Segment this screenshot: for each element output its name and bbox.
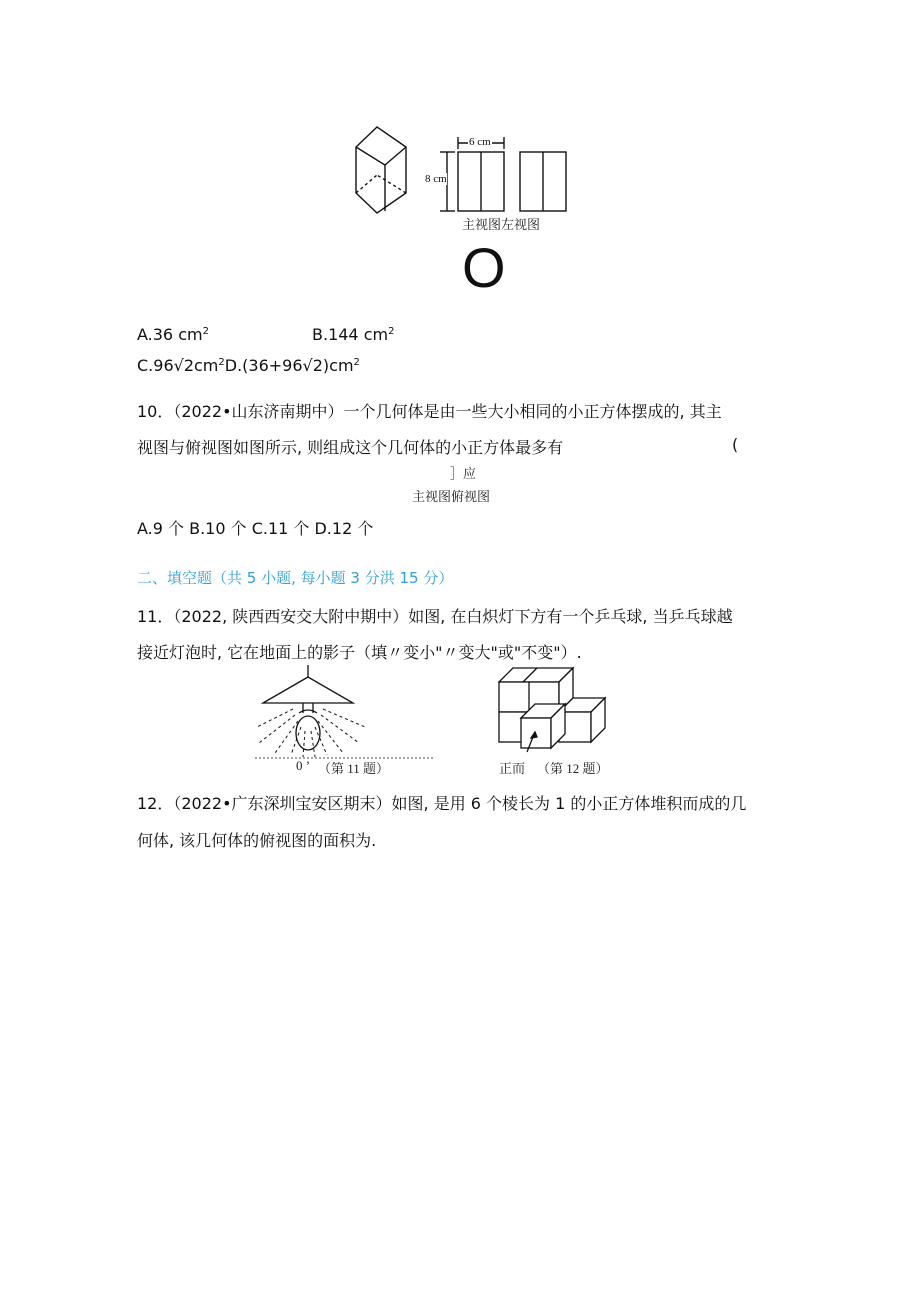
option-c-d: $C.96√2cm^2D.(36+96√2)cm^2$ <box>137 356 360 375</box>
question-11-line-2: 接近灯泡时, 它在地面上的影子（填〃变小"〃变大"或"不变"）. <box>137 643 582 662</box>
figure-label-q11: 0 ’ <box>296 758 311 773</box>
bracket-note: ］应 <box>450 466 477 481</box>
big-o-glyph: O <box>462 236 506 299</box>
question-number: 12 <box>137 794 158 813</box>
question-12-line-1: 12．（2022•广东深圳宝安区期末）如图, 是用 6 个棱长为 1 的小正方体堆积而成的几 <box>137 794 747 813</box>
lamp-figure <box>255 665 435 760</box>
question-number: 11 <box>137 607 158 626</box>
figure-caption-q11: （第 11 题） <box>318 761 390 776</box>
question-11-line-1: 11．（2022, 陕西西安交大附中期中）如图, 在白炽灯下方有一个乒乓球, 当乒乓球越 <box>137 607 733 626</box>
figure-caption-q9: 主视图左视图 <box>462 217 541 232</box>
section-heading-fill-in: 二、填空题（共 5 小题, 每小题 3 分洪 15 分） <box>137 569 454 587</box>
dimension-height-label: 8 cm <box>425 173 447 185</box>
figure-label-q12: 正而 <box>499 761 526 776</box>
figure-caption-q12: （第 12 题） <box>537 761 609 776</box>
cubes-figure <box>495 660 605 755</box>
option-b: B.144 $cm^2$ <box>312 325 395 344</box>
question-10-line-1: 10．（2022•山东济南期中）一个几何体是由一些大小相同的小正方体摆成的, 其主 <box>137 402 722 421</box>
question-10-line-2: 视图与俯视图如图所示, 则组成这个几何体的小正方体最多有 <box>137 438 564 457</box>
question-number: 10 <box>137 402 158 421</box>
prism-figure <box>350 125 570 217</box>
question-12-line-2: 何体, 该几何体的俯视图的面积为. <box>137 831 377 850</box>
option-a: A.36 $cm^2$ <box>137 325 209 344</box>
answer-paren: ( <box>732 435 739 454</box>
dimension-width-label: 6 cm <box>469 136 491 148</box>
figure-caption-q10: 主视图俯视图 <box>412 489 491 504</box>
question-10-options: A.9 个 B.10 个 C.11 个 D.12 个 <box>137 519 374 538</box>
